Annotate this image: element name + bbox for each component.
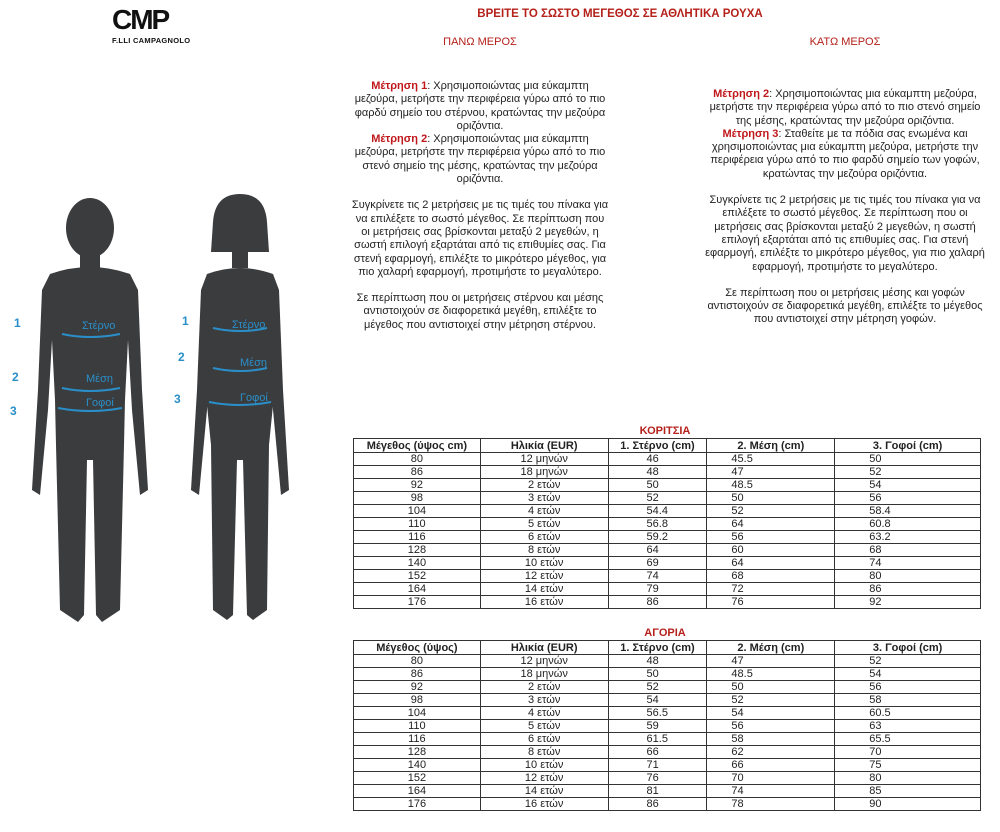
female-chest-label: Στέρνο — [232, 319, 266, 331]
cell-waist: 70 — [707, 772, 835, 785]
table-row — [354, 557, 981, 570]
cell-waist: 47 — [707, 655, 835, 668]
boys-size-table — [353, 640, 981, 811]
cell-chest: 52 — [608, 492, 707, 505]
upper-compare-text: Συγκρίνετε τις 2 μετρήσεις με τις τιμές του πίνακα για να επιλέξετε το σωστό μέγεθος. Σε περίπτωση που οι μετρήσεις σας βρίσκονται μεταξύ 2 μεγεθών, η σωστή επιλογή εξαρτάται από τις επιθυμίες σας. Για στενή εφαρμογή, επιλέξτε το μικρότερο μέγεθος, για πιο χαλαρή εφαρμογή, προτιμήστε το μεγαλύτερο. — [351, 199, 609, 278]
header-age: Ηλικία (EUR) — [480, 439, 608, 453]
cell-size: 152 — [354, 772, 481, 785]
measurement-3-label: Μέτρηση 3 — [722, 127, 779, 140]
cell-size: 128 — [354, 746, 481, 759]
cell-chest: 52 — [608, 681, 707, 694]
cell-size: 140 — [354, 557, 481, 570]
cell-size: 128 — [354, 544, 481, 557]
cell-waist: 50 — [707, 681, 835, 694]
measurement-3-text: : Σταθείτε με τα πόδια σας ενωμένα και χρησιμοποιώντας μια εύκαμπτη μεζούρα, μετρήστε την περιφέρεια γύρω από το πιο φαρδύ σημείο των γοφών, κρατώντας την μεζούρα οριζόντια. — [710, 127, 980, 180]
table-row — [354, 492, 981, 505]
cell-waist: 74 — [707, 785, 835, 798]
cell-hips: 58 — [835, 694, 981, 707]
cell-size: 92 — [354, 681, 481, 694]
cell-waist: 78 — [707, 798, 835, 811]
header-chest: 1. Στέρνο (cm) — [608, 641, 707, 655]
table-row — [354, 772, 981, 785]
male-marker-1: 1 — [14, 316, 21, 330]
measurement-2-text: : Χρησιμοποιώντας μια εύκαμπτη μεζούρα, μετρήστε την περιφέρεια γύρω από το πιο στενό σημείο της μέσης, κρατώντας την μεζούρα οριζόντια. — [354, 133, 606, 186]
table-row — [354, 531, 981, 544]
header-hips: 3. Γοφοί (cm) — [835, 641, 981, 655]
cell-waist: 52 — [707, 694, 835, 707]
cell-waist: 56 — [707, 531, 835, 544]
cell-size: 104 — [354, 505, 481, 518]
cell-age: 12 ετών — [480, 772, 608, 785]
table-row — [354, 694, 981, 707]
cell-chest: 64 — [608, 544, 707, 557]
cell-size: 80 — [354, 655, 481, 668]
cell-hips: 80 — [835, 772, 981, 785]
lower-measurement-2-label: Μέτρηση 2 — [713, 88, 770, 100]
table-row — [354, 733, 981, 746]
cell-chest: 50 — [608, 668, 707, 681]
table-row — [354, 453, 981, 466]
boys-table-title: ΑΓΟΡΙΑ — [644, 627, 686, 639]
female-hips-label: Γοφοί — [240, 392, 268, 404]
cell-age: 3 ετών — [480, 492, 608, 505]
logo-wordmark: CMP — [112, 4, 169, 35]
cell-hips: 86 — [835, 583, 981, 596]
table-row — [354, 596, 981, 609]
cell-chest: 66 — [608, 746, 707, 759]
cell-age: 8 ετών — [480, 544, 608, 557]
header-age: Ηλικία (EUR) — [480, 641, 608, 655]
cell-waist: 62 — [707, 746, 835, 759]
cell-hips: 74 — [835, 557, 981, 570]
cell-size: 116 — [354, 531, 481, 544]
cell-size: 92 — [354, 479, 481, 492]
cell-waist: 48.5 — [707, 668, 835, 681]
cell-waist: 52 — [707, 505, 835, 518]
cell-chest: 69 — [608, 557, 707, 570]
cell-waist: 76 — [707, 596, 835, 609]
cell-age: 10 ετών — [480, 759, 608, 772]
cell-waist: 58 — [707, 733, 835, 746]
header-hips: 3. Γοφοί (cm) — [835, 439, 981, 453]
upper-section-title: ΠΑΝΩ ΜΕΡΟΣ — [443, 36, 517, 48]
header-size: Μέγεθος (ύψος cm) — [354, 439, 481, 453]
male-waist-label: Μέση — [86, 373, 113, 385]
cell-age: 18 μηνών — [480, 466, 608, 479]
cell-waist: 50 — [707, 492, 835, 505]
cell-hips: 70 — [835, 746, 981, 759]
cell-age: 8 ετών — [480, 746, 608, 759]
female-silhouette-figure — [185, 190, 295, 630]
cell-waist: 45.5 — [707, 453, 835, 466]
cell-chest: 79 — [608, 583, 707, 596]
cell-waist: 47 — [707, 466, 835, 479]
logo-tagline: F.LLI CAMPAGNOLO — [112, 36, 191, 45]
cell-chest: 74 — [608, 570, 707, 583]
cell-hips: 68 — [835, 544, 981, 557]
cell-size: 80 — [354, 453, 481, 466]
cell-hips: 56 — [835, 681, 981, 694]
cell-size: 104 — [354, 707, 481, 720]
cell-age: 16 ετών — [480, 596, 608, 609]
header-size: Μέγεθος (ύψος) — [354, 641, 481, 655]
lower-section-title: ΚΑΤΩ ΜΕΡΟΣ — [809, 36, 881, 48]
male-silhouette-figure — [20, 190, 160, 630]
cell-chest: 59 — [608, 720, 707, 733]
male-hips-label: Γοφοί — [86, 397, 114, 409]
cell-age: 6 ετών — [480, 531, 608, 544]
cell-size: 110 — [354, 518, 481, 531]
cell-chest: 71 — [608, 759, 707, 772]
cell-size: 98 — [354, 694, 481, 707]
cell-hips: 80 — [835, 570, 981, 583]
girls-size-table — [353, 438, 981, 609]
male-chest-label: Στέρνο — [82, 320, 116, 332]
cell-waist: 72 — [707, 583, 835, 596]
table-row — [354, 798, 981, 811]
cell-size: 164 — [354, 583, 481, 596]
cell-size: 86 — [354, 466, 481, 479]
cell-age: 12 μηνών — [480, 453, 608, 466]
cell-size: 164 — [354, 785, 481, 798]
measurement-1-text: : Χρησιμοποιώντας μια εύκαμπτη μεζούρα, μετρήστε την περιφέρεια γύρω από το πιο φαρδύ σημείο του στέρνου, κρατώντας την μεζούρα οριζόντια. — [354, 80, 606, 132]
cell-chest: 54.4 — [608, 505, 707, 518]
cell-hips: 54 — [835, 668, 981, 681]
cell-age: 2 ετών — [480, 479, 608, 492]
cell-size: 116 — [354, 733, 481, 746]
cell-size: 176 — [354, 798, 481, 811]
lower-compare-text: Συγκρίνετε τις 2 μετρήσεις με τις τιμές του πίνακα για να επιλέξετε το σωστό μέγεθος. Σε περίπτωση που οι μετρήσεις σας βρίσκονται μεταξύ 2 μεγεθών, η σωστή επιλογή εξαρτάται από τις επιθυμίες σας. Για στενή εφαρμογή, επιλέξτε το μικρότερο μέγεθος, για πιο χαλαρή εφαρμογή, προτιμήστε το μεγαλύτερο. — [705, 194, 985, 273]
cell-waist: 64 — [707, 518, 835, 531]
cell-hips: 75 — [835, 759, 981, 772]
table-row — [354, 668, 981, 681]
lower-note-text: Σε περίπτωση που οι μετρήσεις μέσης και γοφών αντιστοιχούν σε διαφορετικά μεγέθη, επιλέξτε το μέγεθος που αντιστοιχεί στην μέτρηση γοφών. — [707, 286, 983, 326]
cell-hips: 54 — [835, 479, 981, 492]
cell-hips: 85 — [835, 785, 981, 798]
table-row — [354, 681, 981, 694]
female-marker-2: 2 — [178, 350, 185, 364]
table-row — [354, 759, 981, 772]
male-marker-3: 3 — [10, 404, 17, 418]
cell-chest: 61.5 — [608, 733, 707, 746]
table-row — [354, 544, 981, 557]
cell-age: 12 ετών — [480, 570, 608, 583]
table-row — [354, 655, 981, 668]
cell-chest: 76 — [608, 772, 707, 785]
cell-hips: 60.8 — [835, 518, 981, 531]
cell-hips: 52 — [835, 466, 981, 479]
header-waist: 2. Μέση (cm) — [707, 641, 835, 655]
table-row — [354, 518, 981, 531]
upper-body-instructions — [350, 80, 610, 345]
cell-waist: 66 — [707, 759, 835, 772]
table-row — [354, 746, 981, 759]
cell-waist: 68 — [707, 570, 835, 583]
cell-chest: 56.5 — [608, 707, 707, 720]
male-marker-2: 2 — [12, 370, 19, 384]
female-marker-3: 3 — [174, 392, 181, 406]
cell-chest: 81 — [608, 785, 707, 798]
cell-age: 5 ετών — [480, 518, 608, 531]
page-title: ΒΡΕΙΤΕ ΤΟ ΣΩΣΤΟ ΜΕΓΕΘΟΣ ΣΕ ΑΘΛΗΤΙΚΑ ΡΟΥΧΑ — [477, 8, 763, 20]
female-waist-label: Μέση — [240, 357, 267, 369]
cell-age: 10 ετών — [480, 557, 608, 570]
cell-age: 14 ετών — [480, 583, 608, 596]
cell-chest: 86 — [608, 798, 707, 811]
lower-measurement-2-text: : Χρησιμοποιώντας μια εύκαμπτη μεζούρα, μετρήστε την περιφέρεια γύρω από το πιο στενό σημείο της μέσης, κρατώντας την μεζούρα οριζόντια. — [709, 88, 981, 127]
cell-hips: 65.5 — [835, 733, 981, 746]
cell-hips: 60.5 — [835, 707, 981, 720]
table-row — [354, 479, 981, 492]
cell-size: 86 — [354, 668, 481, 681]
cell-age: 4 ετών — [480, 505, 608, 518]
table-header-row — [354, 439, 981, 453]
cell-hips: 50 — [835, 453, 981, 466]
cell-hips: 90 — [835, 798, 981, 811]
cell-hips: 92 — [835, 596, 981, 609]
cell-size: 140 — [354, 759, 481, 772]
cell-age: 18 μηνών — [480, 668, 608, 681]
cell-age: 14 ετών — [480, 785, 608, 798]
table-row — [354, 707, 981, 720]
cell-size: 98 — [354, 492, 481, 505]
cell-size: 152 — [354, 570, 481, 583]
cell-age: 2 ετών — [480, 681, 608, 694]
cell-waist: 48.5 — [707, 479, 835, 492]
brand-logo — [112, 6, 224, 46]
cell-hips: 63 — [835, 720, 981, 733]
table-header-row — [354, 641, 981, 655]
cell-hips: 52 — [835, 655, 981, 668]
upper-note-text: Σε περίπτωση που οι μετρήσεις στέρνου και μέσης αντιστοιχούν σε διαφορετικά μεγέθη, επιλέξτε το μέγεθος που αντιστοιχεί στην μέτρηση στέρνου. — [356, 292, 604, 331]
table-row — [354, 720, 981, 733]
cell-chest: 86 — [608, 596, 707, 609]
cell-hips: 63.2 — [835, 531, 981, 544]
cell-age: 16 ετών — [480, 798, 608, 811]
measurement-2-label: Μέτρηση 2 — [371, 133, 428, 146]
table-row — [354, 505, 981, 518]
cell-chest: 50 — [608, 479, 707, 492]
cell-chest: 48 — [608, 655, 707, 668]
cell-chest: 59.2 — [608, 531, 707, 544]
cell-age: 5 ετών — [480, 720, 608, 733]
table-row — [354, 785, 981, 798]
cell-size: 110 — [354, 720, 481, 733]
measurement-1-label: Μέτρηση 1 — [371, 80, 428, 92]
cell-chest: 46 — [608, 453, 707, 466]
cell-hips: 58.4 — [835, 505, 981, 518]
cell-chest: 54 — [608, 694, 707, 707]
table-row — [354, 583, 981, 596]
table-row — [354, 466, 981, 479]
cell-waist: 54 — [707, 707, 835, 720]
cell-waist: 56 — [707, 720, 835, 733]
cell-age: 3 ετών — [480, 694, 608, 707]
cell-age: 4 ετών — [480, 707, 608, 720]
cell-age: 6 ετών — [480, 733, 608, 746]
cell-age: 12 μηνών — [480, 655, 608, 668]
header-waist: 2. Μέση (cm) — [707, 439, 835, 453]
cell-chest: 48 — [608, 466, 707, 479]
cell-waist: 64 — [707, 557, 835, 570]
table-row — [354, 570, 981, 583]
lower-body-instructions — [705, 88, 985, 340]
cell-hips: 56 — [835, 492, 981, 505]
cell-size: 176 — [354, 596, 481, 609]
female-marker-1: 1 — [182, 314, 189, 328]
cell-waist: 60 — [707, 544, 835, 557]
cell-chest: 56.8 — [608, 518, 707, 531]
header-chest: 1. Στέρνο (cm) — [608, 439, 707, 453]
girls-table-title: ΚΟΡΙΤΣΙΑ — [639, 425, 691, 437]
